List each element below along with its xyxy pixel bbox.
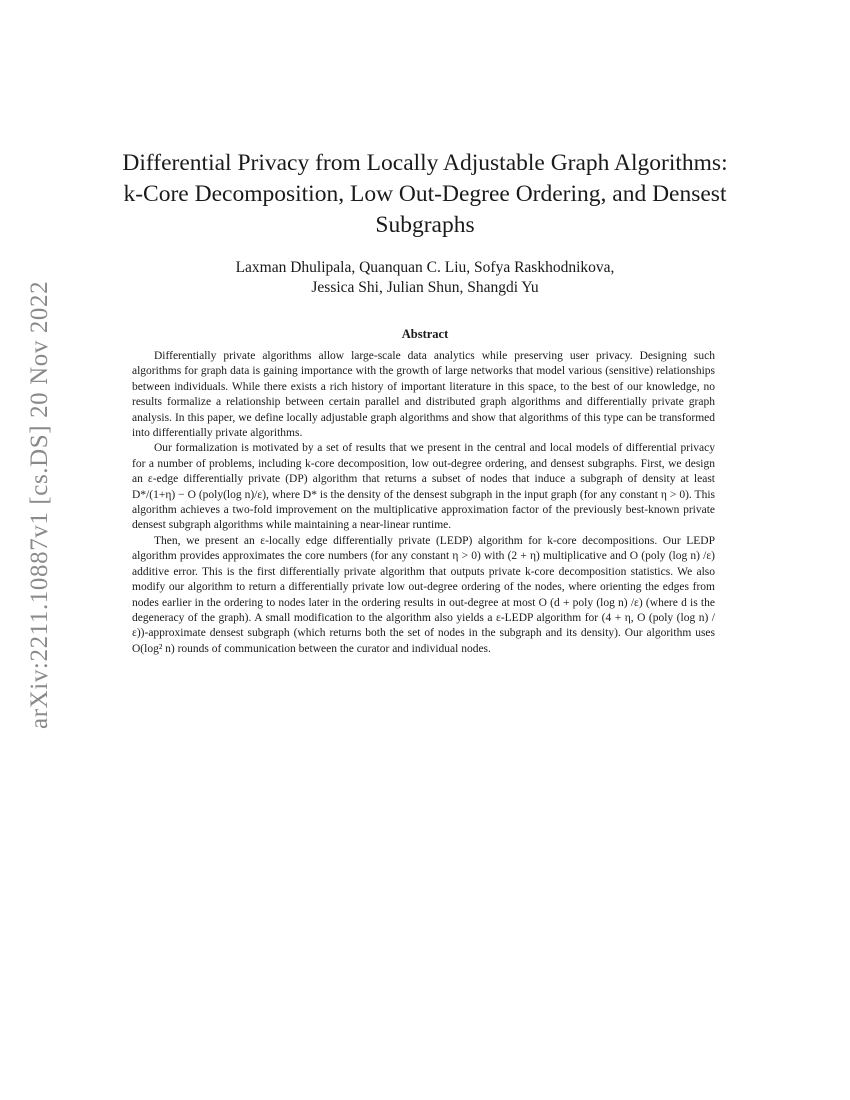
author-line: Laxman Dhulipala, Quanquan C. Liu, Sofya Raskhodnikova, <box>235 259 615 276</box>
abstract-paragraph: Our formalization is motivated by a set of results that we present in the central and local models of differential privacy for a number of problems, including k-core decomposition, low out-degree ordering, and densest subgraphs. First, we design an ε-edge differentially private (DP) algorithm that returns a subset of nodes that induce a subgraph of density at least D*/(1+η) − O (poly(log n)/ε), where D* is the density of the densest subgraph in the input graph (for any constant η > 0). This algorithm achieves a two-fold improvement on the multiplicative approximation factor of the previously best-known private densest subgraph algorithms while maintaining a near-linear runtime. <box>132 442 715 532</box>
title-line: Differential Privacy from Locally Adjustable Graph Algorithms: <box>122 150 728 176</box>
arxiv-identifier: arXiv:2211.10887v1 [cs.DS] 20 Nov 2022 <box>26 280 53 730</box>
title-line: Subgraphs <box>375 212 475 238</box>
author-line: Jessica Shi, Julian Shun, Shangdi Yu <box>311 279 539 296</box>
abstract-paragraph: Then, we present an ε-locally edge differentially private (LEDP) algorithm for k-core decompositions. Our LEDP algorithm provides approximates the core numbers (for any constant η > 0) with (2 + η) multiplicative and O (poly (log n) /ε) additive error. This is the first differentially private algorithm that outputs private k-core decomposition statistics. We also modify our algorithm to return a differentially private low out-degree ordering of the nodes, where orienting the edges from nodes earlier in the ordering to nodes later in the ordering results in out-degree at most O (d + poly (log n) /ε) (where d is the degeneracy of the graph). A small modification to the algorithm also yields a ε-LEDP algorithm for (4 + η, O (poly (log n) /ε))-approximate densest subgraph (which returns both the set of nodes in the subgraph and its density). Our algorithm uses O(log² n) rounds of communication between the curator and individual nodes. <box>132 534 715 655</box>
author-list <box>100 258 750 298</box>
abstract-body <box>132 349 715 657</box>
abstract-paragraph: Differentially private algorithms allow large-scale data analytics while preserving user privacy. Designing such algorithms for graph data is gaining importance with the growth of large networks that model various (sensitive) relationships between individuals. While there exists a rich history of important literature in this space, to the best of our knowledge, no results formalize a relationship between certain parallel and distributed graph algorithms and differentially private graph analysis. In this paper, we define locally adjustable graph algorithms and show that algorithms of this type can be transformed into differentially private algorithms. <box>132 350 715 440</box>
paper-title <box>100 148 750 241</box>
title-line: k-Core Decomposition, Low Out-Degree Ordering, and Densest <box>123 181 727 207</box>
abstract-heading: Abstract <box>401 327 449 341</box>
